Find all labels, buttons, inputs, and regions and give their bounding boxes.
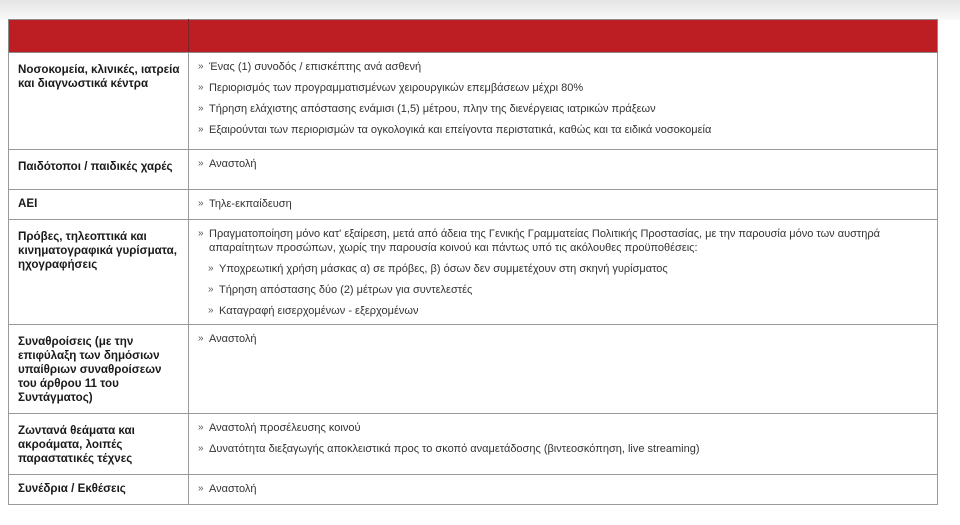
table-row	[9, 414, 938, 475]
table-row	[9, 220, 938, 325]
table-row	[9, 190, 938, 220]
header-cell-measures	[189, 20, 938, 53]
measures-cell	[189, 53, 938, 150]
bullet-icon: »	[198, 422, 204, 433]
category-label: Ζωντανά θεάματα και ακροάματα, λοιπές παραστατικές τέχνες	[18, 424, 135, 465]
list-item: » Εξαιρούνται των περιορισμών τα ογκολογικά και επείγοντα περιστατικά, καθώς και τα ειδικά νοσοκομεία	[198, 124, 712, 136]
category-cell	[9, 414, 189, 475]
measures-cell	[189, 414, 938, 475]
list-item: » Τήρηση ελάχιστης απόστασης ενάμισι (1,5) μέτρου, πλην της διενέργειας ιατρικών πράξεων	[198, 103, 656, 115]
measures-cell	[189, 190, 938, 220]
table-row	[9, 475, 938, 505]
list-item: » Αναστολή	[198, 483, 257, 495]
category-label: ΑΕΙ	[18, 197, 38, 210]
bullet-icon: »	[198, 198, 204, 209]
table-row	[9, 325, 938, 414]
header-cell-category	[9, 20, 189, 53]
category-cell	[9, 190, 189, 220]
category-label: Παιδότοποι / παιδικές χαρές	[18, 160, 173, 173]
top-shadow	[0, 0, 960, 20]
list-item: » Αναστολή προσέλευσης κοινού	[198, 422, 361, 434]
category-label: Συνέδρια / Εκθέσεις	[18, 482, 126, 495]
measures-table	[8, 19, 938, 505]
bullet-icon: »	[198, 443, 204, 454]
category-cell	[9, 150, 189, 190]
list-item: » Πραγματοποίηση μόνο κατ' εξαίρεση, μετά από άδεια της Γενικής Γραμματείας Πολιτικής Προστασίας, με την παρουσία μόνο των αυστηρά απαραίτητων προσώπων, χωρίς την παρουσία κοινού και πάντως υπό τις ακόλουθες προϋποθέσεις:	[198, 228, 880, 254]
measures-cell	[189, 150, 938, 190]
category-cell	[9, 220, 189, 325]
bullet-icon: »	[198, 103, 204, 114]
sub-list-item: » Υποχρεωτική χρήση μάσκας α) σε πρόβες, β) όσων δεν συμμετέχουν στη σκηνή γυρίσματος	[208, 263, 668, 275]
list-item: » Περιορισμός των προγραμματισμένων χειρουργικών επεμβάσεων μέχρι 80%	[198, 82, 584, 94]
bullet-icon: »	[198, 82, 204, 93]
sub-list-item: » Τήρηση απόστασης δύο (2) μέτρων για συντελεστές	[208, 284, 473, 296]
bullet-icon: »	[208, 284, 214, 295]
category-cell	[9, 325, 189, 414]
list-item: » Αναστολή	[198, 158, 257, 170]
measures-cell	[189, 220, 938, 325]
table-row	[9, 53, 938, 150]
category-label: Πρόβες, τηλεοπτικά και κινηματογραφικά γυρίσματα, ηχογραφήσεις	[18, 230, 178, 271]
table-header-row	[9, 20, 938, 53]
category-cell	[9, 53, 189, 150]
sub-list-item: » Καταγραφή εισερχομένων - εξερχομένων	[208, 305, 419, 317]
bullet-icon: »	[198, 228, 204, 239]
list-item: » Αναστολή	[198, 333, 257, 345]
measures-cell	[189, 475, 938, 505]
bullet-icon: »	[198, 333, 204, 344]
list-item: » Ένας (1) συνοδός / επισκέπτης ανά ασθενή	[198, 61, 422, 73]
category-label: Συναθροίσεις (με την επιφύλαξη των δημόσιων υπαίθριων συναθροίσεων του άρθρου 11 του Συντάγματος)	[18, 335, 162, 404]
list-item: » Δυνατότητα διεξαγωγής αποκλειστικά προς το σκοπό αναμετάδοσης (βιντεοσκόπηση, live streaming)	[198, 443, 700, 455]
bullet-icon: »	[198, 124, 204, 135]
table-row	[9, 150, 938, 190]
measures-cell	[189, 325, 938, 414]
category-label: Νοσοκομεία, κλινικές, ιατρεία και διαγνωστικά κέντρα	[18, 63, 180, 90]
category-cell	[9, 475, 189, 505]
bullet-icon: »	[208, 263, 214, 274]
bullet-icon: »	[208, 305, 214, 316]
bullet-icon: »	[198, 61, 204, 72]
bullet-icon: »	[198, 483, 204, 494]
list-item: » Τηλε-εκπαίδευση	[198, 198, 292, 210]
bullet-icon: »	[198, 158, 204, 169]
